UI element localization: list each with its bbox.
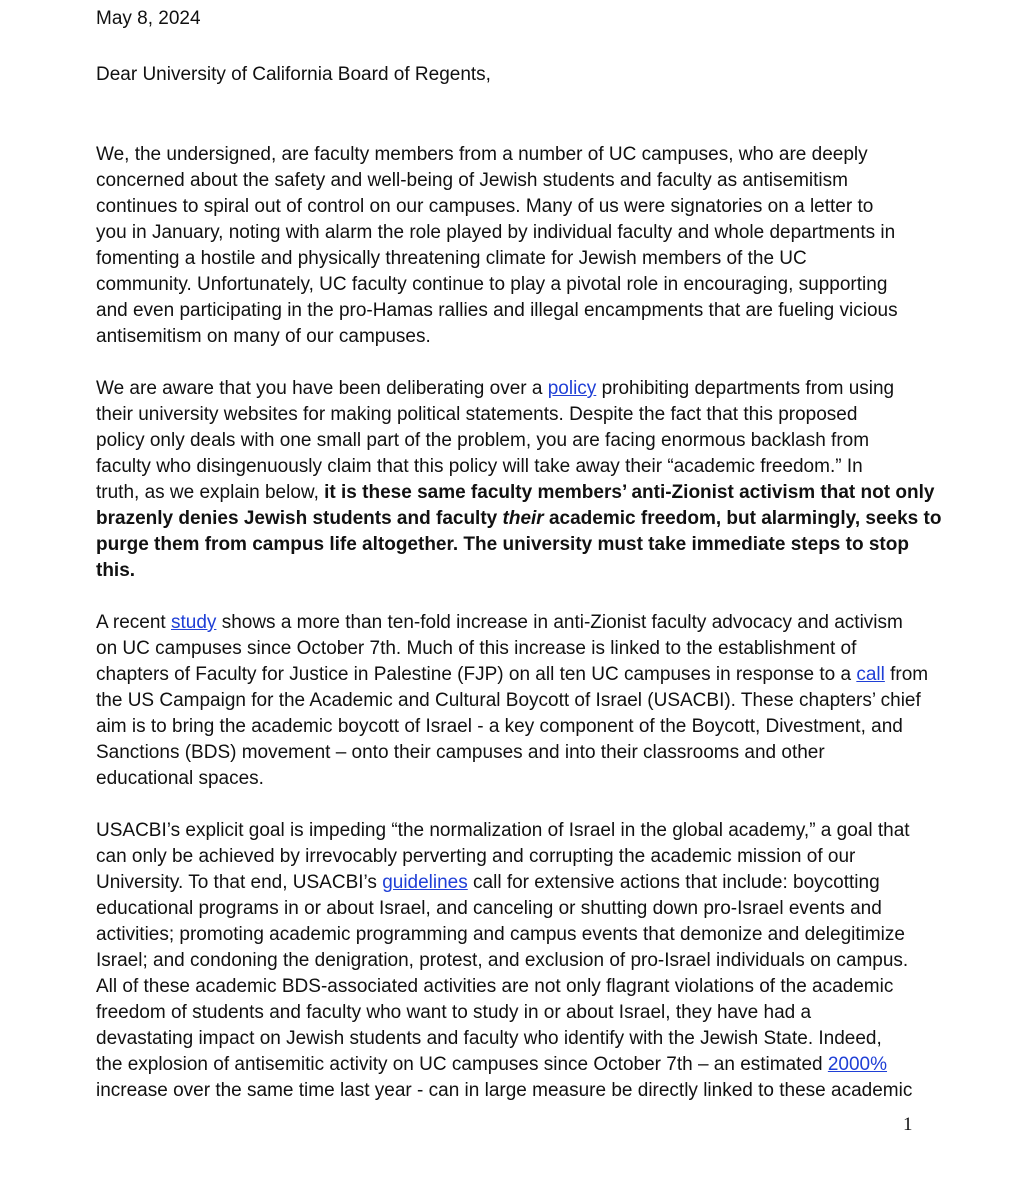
text-run: activities; promoting academic programming and campus events that demonize and delegitimize	[96, 924, 905, 945]
body-line	[96, 1026, 882, 1052]
body-line	[96, 896, 882, 922]
text-run: antisemitism on many of our campuses.	[96, 326, 431, 347]
text-run: their university websites for making political statements. Despite the fact that this proposed	[96, 404, 858, 425]
text-run: Sanctions (BDS) movement – onto their campuses and into their classrooms and other	[96, 742, 825, 763]
text-run: shows a more than ten-fold increase in anti-Zionist faculty advocacy and activism	[216, 612, 903, 633]
text-run: you in January, noting with alarm the role played by individual faculty and whole departments in	[96, 222, 896, 243]
emphasis-text: their	[502, 508, 544, 529]
body-line	[96, 376, 894, 402]
body-line	[96, 428, 869, 454]
text-run: We, the undersigned, are faculty members from a number of UC campuses, who are deeply	[96, 144, 868, 165]
body-line	[96, 220, 895, 246]
text-run: and even participating in the pro-Hamas rallies and illegal encampments that are fueling vicious	[96, 300, 898, 321]
body-line	[96, 948, 908, 974]
page-number: 1	[903, 1114, 913, 1135]
body-line	[96, 922, 905, 948]
emphasis-text: academic freedom, but alarmingly, seeks to	[543, 508, 942, 529]
body-line	[96, 1052, 887, 1078]
text-run: devastating impact on Jewish students and faculty who identify with the Jewish State. Indeed,	[96, 1028, 882, 1049]
body-line	[96, 974, 893, 1000]
text-run: University. To that end, USACBI’s	[96, 872, 383, 893]
body-line	[96, 818, 910, 844]
body-line	[96, 662, 928, 688]
text-run: Israel; and condoning the denigration, protest, and exclusion of pro-Israel individuals on campus.	[96, 950, 909, 971]
text-run: freedom of students and faculty who want to study in or about Israel, they have had a	[96, 1002, 812, 1023]
letter-salutation: Dear University of California Board of Regents,	[96, 64, 491, 85]
text-run: continues to spiral out of control on our campuses. Many of us were signatories on a letter to	[96, 196, 874, 217]
body-line	[96, 506, 941, 532]
text-run: faculty who disingenuously claim that this policy will take away their “academic freedom.” In	[96, 456, 863, 477]
body-line	[96, 636, 856, 662]
text-run: the explosion of antisemitic activity on UC campuses since October 7th – an estimated	[96, 1054, 828, 1075]
body-line	[96, 740, 825, 766]
text-run: USACBI’s explicit goal is impeding “the normalization of Israel in the global academy,” a goal that	[96, 820, 910, 841]
body-line	[96, 402, 857, 428]
body-line	[96, 532, 909, 558]
inline-link[interactable]: policy	[547, 378, 597, 399]
body-line	[96, 272, 887, 298]
body-line	[96, 454, 863, 480]
text-run: We are aware that you have been deliberating over a	[96, 378, 548, 399]
body-line	[96, 194, 873, 220]
body-line	[96, 1078, 912, 1104]
body-line	[96, 480, 934, 506]
body-line	[96, 714, 903, 740]
body-line	[96, 766, 264, 792]
text-run: policy only deals with one small part of the problem, you are facing enormous backlash from	[96, 430, 870, 451]
emphasis-text: brazenly denies Jewish students and faculty	[96, 508, 503, 529]
body-line	[96, 324, 431, 350]
text-run: can only be achieved by irrevocably perverting and corrupting the academic mission of our	[96, 846, 856, 867]
body-line	[96, 168, 848, 194]
text-run: All of these academic BDS-associated activities are not only flagrant violations of the academic	[96, 976, 894, 997]
text-run: community. Unfortunately, UC faculty continue to play a pivotal role in encouraging, supporting	[96, 274, 888, 295]
body-line	[96, 688, 921, 714]
inline-link[interactable]: study	[171, 612, 217, 633]
body-line	[96, 558, 135, 584]
inline-link[interactable]: 2000%	[827, 1054, 888, 1075]
body-line	[96, 142, 868, 168]
text-run: aim is to bring the academic boycott of Israel - a key component of the Boycott, Divestment, and	[96, 716, 903, 737]
body-line	[96, 1000, 811, 1026]
body-line	[96, 610, 903, 636]
text-run: the US Campaign for the Academic and Cultural Boycott of Israel (USACBI). These chapters’ chief	[96, 690, 921, 711]
text-run: A recent	[96, 612, 171, 633]
text-run: educational programs in or about Israel, and canceling or shutting down pro-Israel events and	[96, 898, 882, 919]
text-run: prohibiting departments from using	[596, 378, 895, 399]
emphasis-text: purge them from campus life altogether. The university must take immediate steps to stop	[96, 534, 909, 555]
text-run: chapters of Faculty for Justice in Palestine (FJP) on all ten UC campuses in response to a	[96, 664, 857, 685]
text-run: from	[884, 664, 929, 685]
text-run: on UC campuses since October 7th. Much of this increase is linked to the establishment of	[96, 638, 857, 659]
emphasis-text: this.	[96, 560, 136, 581]
text-run: educational spaces.	[96, 768, 264, 789]
text-run: increase over the same time last year - can in large measure be directly linked to these academic	[96, 1080, 913, 1101]
body-line	[96, 298, 898, 324]
text-run: call for extensive actions that include: boycotting	[467, 872, 880, 893]
emphasis-text: it is these same faculty members’ anti-Zionist activism that not only	[324, 482, 935, 503]
text-run: concerned about the safety and well-being of Jewish students and faculty as antisemitism	[96, 170, 848, 191]
inline-link[interactable]: call	[856, 664, 885, 685]
letter-date: May 8, 2024	[96, 8, 201, 29]
body-line	[96, 246, 807, 272]
inline-link[interactable]: guidelines	[382, 872, 468, 893]
text-run: fomenting a hostile and physically threatening climate for Jewish members of the UC	[96, 248, 807, 269]
text-run: truth, as we explain below,	[96, 482, 325, 503]
body-line	[96, 844, 855, 870]
body-line	[96, 870, 880, 896]
